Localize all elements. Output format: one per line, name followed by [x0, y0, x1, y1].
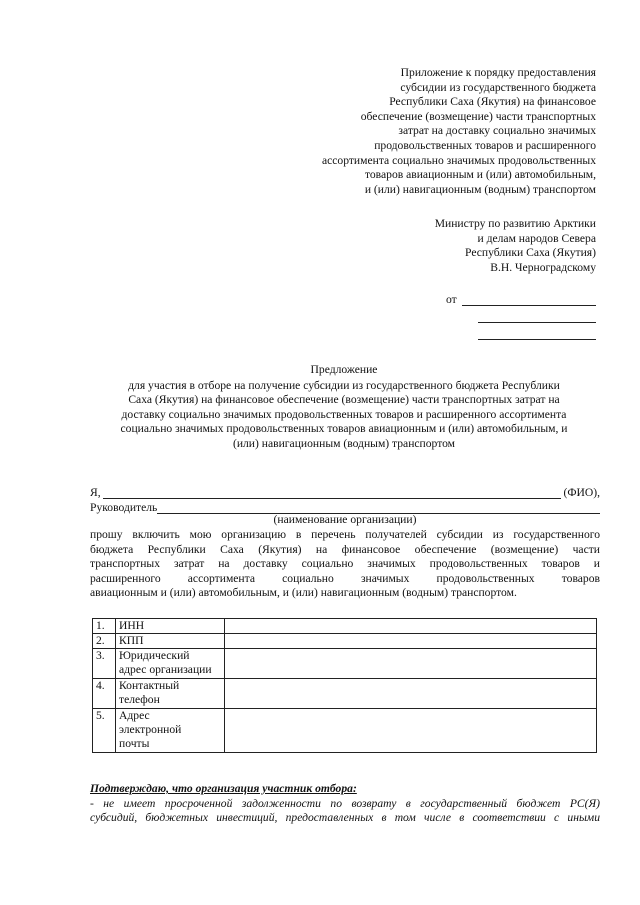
appendix-line: затрат на доставку социально значимых: [398, 124, 596, 138]
request-line: прошу включить мою организацию в перечень получателей субсидии из государственного: [90, 528, 600, 541]
request-text: [90, 528, 600, 601]
appendix-line: продовольственных товаров и расширенного: [374, 138, 596, 152]
title-line: социально значимых продовольственных товаров авиационным и (или) автомобильным, и: [120, 422, 568, 436]
row-label: Адрес электронной почты: [116, 709, 225, 753]
proposal-title: [88, 363, 600, 452]
head-label: Руководитель: [90, 501, 158, 514]
confirmation-line: субсидий, бюджетных инвестиций, предоставленных в том числе в соответствии с иными: [90, 811, 600, 825]
row-label: Контактный телефон: [116, 679, 225, 709]
sender-row: [446, 326, 596, 340]
request-line: транспортных затрат на доставку социально значимых продовольственных товаров и: [90, 557, 600, 571]
table-row: [93, 649, 597, 679]
title-line: Саха (Якутия) на финансовое обеспечение (возмещение) части транспортных затрат на: [128, 393, 560, 407]
organization-caption: (наименование организации): [273, 513, 417, 526]
title-line: (или) навигационным (водным) транспортом: [232, 436, 456, 450]
table-row: [93, 679, 597, 709]
row-number: 4.: [93, 679, 116, 709]
addressee-line: и делам народов Севера: [477, 231, 596, 245]
sender-blank-2[interactable]: [478, 311, 596, 323]
i-label: Я,: [90, 486, 101, 499]
appendix-note: [266, 66, 596, 197]
addressee-line: Министру по развитию Арктики: [434, 217, 596, 230]
appendix-line: обеспечение (возмещение) части транспортных: [360, 109, 596, 123]
appendix-line: Республики Саха (Якутия) на финансовое: [389, 95, 596, 109]
sender-block: [446, 292, 596, 343]
fio-row: [90, 484, 600, 499]
row-label: ИНН: [116, 619, 225, 634]
appendix-line: товаров авиационным и (или) автомобильным,: [364, 168, 596, 182]
fio-blank[interactable]: [103, 486, 562, 499]
row-number: 3.: [93, 649, 116, 679]
table-row: [93, 709, 597, 753]
phone-value-cell[interactable]: [225, 679, 597, 709]
confirmation-section: [90, 782, 600, 826]
row-number: 2.: [93, 634, 116, 649]
appendix-line: и (или) навигационным (водным) транспортом: [364, 182, 596, 196]
addressee-line: Республики Саха (Якутия): [465, 246, 596, 260]
kpp-value-cell[interactable]: [225, 634, 597, 649]
confirmation-line: - не имеет просроченной задолженности по возврату в государственный бюджет РС(Я): [90, 796, 600, 810]
sender-label: от: [446, 293, 457, 306]
appendix-line: Приложение к порядку предоставления: [400, 66, 596, 79]
table-row: [93, 619, 597, 634]
title-line: для участия в отборе на получение субсидии из государственного бюджета Республики: [128, 378, 560, 392]
address-value-cell[interactable]: [225, 649, 597, 679]
email-value-cell[interactable]: [225, 709, 597, 753]
confirmation-heading: Подтверждаю, что организация участник отбора:: [90, 782, 357, 795]
addressee-block: [296, 217, 596, 275]
head-row: [90, 499, 600, 514]
sender-blank-1[interactable]: [462, 294, 596, 306]
title-line: доставку социально значимых продовольственных товаров и расширенного ассортимента: [121, 407, 567, 421]
addressee-line: В.Н. Черноградскому: [490, 260, 596, 274]
proposal-heading: Предложение: [310, 363, 378, 376]
appendix-line: субсидии из государственного бюджета: [400, 80, 596, 94]
row-number: 5.: [93, 709, 116, 753]
fio-label: (ФИО),: [563, 486, 600, 499]
table-row: [93, 634, 597, 649]
request-line: расширенного ассортимента социально значимых продовольственных товаров: [90, 571, 600, 585]
requisites-table: [92, 618, 597, 753]
sender-row: [446, 309, 596, 323]
sender-row: [446, 292, 596, 306]
row-label: Юридический адрес организации: [116, 649, 225, 679]
row-number: 1.: [93, 619, 116, 634]
inn-value-cell[interactable]: [225, 619, 597, 634]
appendix-line: ассортимента социально значимых продовольственных: [321, 153, 596, 167]
row-label: КПП: [116, 634, 225, 649]
sender-blank-3[interactable]: [478, 328, 596, 340]
request-line: бюджета Республики Саха (Якутия) на финансовое обеспечение (возмещение) части: [90, 542, 600, 556]
request-line: авиационным и (или) автомобильным, и (или) навигационным (водным) транспортом.: [90, 586, 517, 600]
